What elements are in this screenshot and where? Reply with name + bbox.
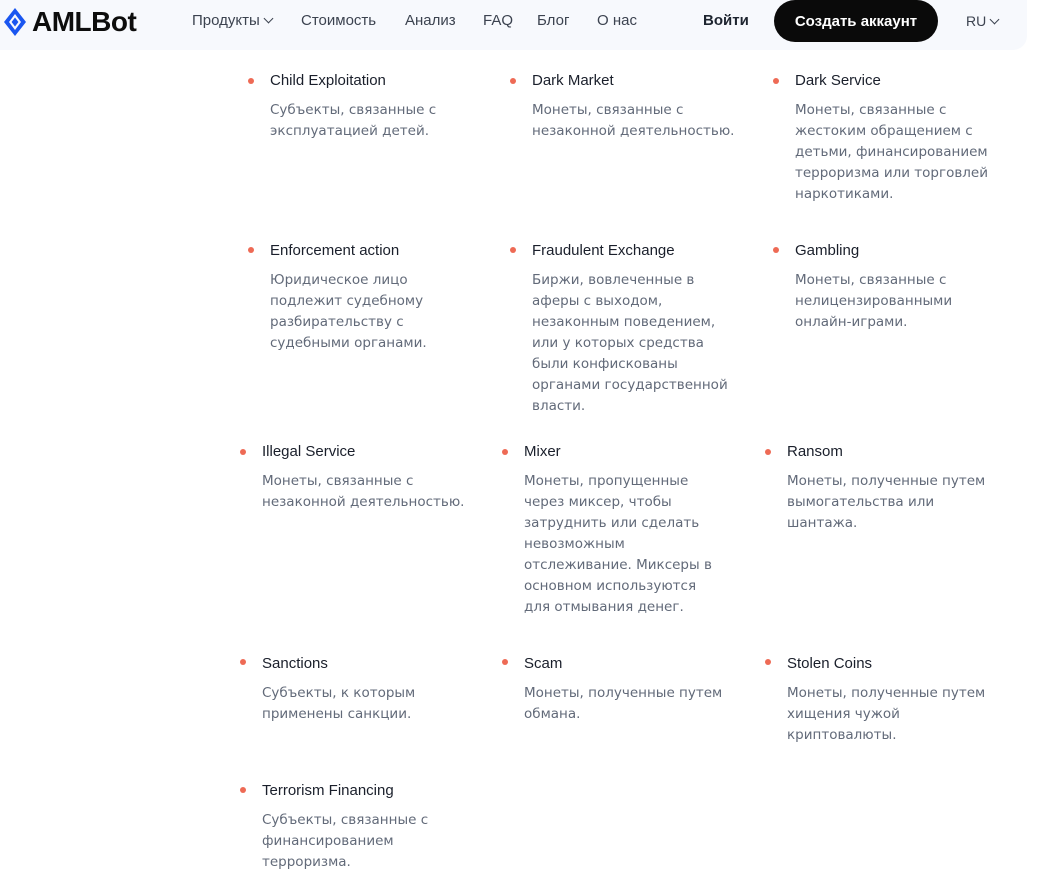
bullet-dot	[510, 78, 516, 84]
category-title: Mixer	[524, 443, 561, 460]
bullet-dot	[240, 449, 246, 455]
category-title: Scam	[524, 655, 563, 672]
language-selector[interactable]	[966, 12, 998, 30]
login-link[interactable]: Войти	[703, 12, 749, 29]
nav-products[interactable]	[192, 12, 272, 30]
logo-text: AMLBot	[32, 6, 137, 37]
nav-about[interactable]: О нас	[597, 12, 637, 29]
nav-analysis[interactable]: Анализ	[405, 12, 456, 29]
category-title: Gambling	[795, 242, 860, 259]
bullet-dot	[765, 659, 771, 665]
category-title: Illegal Service	[262, 443, 356, 460]
category-description: Юридическое лицо подлежит судебному разбирательству с судебными органами.	[270, 272, 427, 351]
bullet-dot	[240, 659, 246, 665]
category-title: Child Exploitation	[270, 72, 386, 89]
bullet-dot	[240, 787, 246, 793]
category-description: Субъекты, связанные с эксплуатацией детей.	[270, 102, 437, 139]
bullet-dot	[248, 78, 254, 84]
category-title: Ransom	[787, 443, 843, 460]
bullet-dot	[765, 449, 771, 455]
category-title: Stolen Coins	[787, 655, 873, 672]
category-title: Dark Market	[532, 72, 614, 89]
bullet-dot	[773, 78, 779, 84]
category-description: Субъекты, к которым применены санкции.	[262, 685, 416, 722]
chevron-down-icon	[990, 15, 1000, 25]
bullet-dot	[510, 247, 516, 253]
category-description: Монеты, полученные путем обмана.	[524, 685, 723, 722]
chevron-down-icon	[263, 14, 273, 24]
nav-products-label: Продукты	[192, 12, 260, 29]
language-label: RU	[966, 13, 987, 29]
bullet-dot	[248, 247, 254, 253]
category-title: Fraudulent Exchange	[532, 242, 675, 259]
create-account-button[interactable]: Создать аккаунт	[774, 0, 938, 42]
logo[interactable]	[3, 6, 136, 38]
category-description: Монеты, полученные путем вымогательства или шантажа.	[787, 473, 986, 531]
bullet-dot	[502, 659, 508, 665]
nav-faq[interactable]: FAQ	[483, 12, 514, 29]
bullet-dot	[773, 247, 779, 253]
nav-pricing[interactable]: Стоимость	[301, 12, 377, 29]
category-description: Монеты, пропущенные через миксер, чтобы затруднить или сделать невозможным отслеживание. Миксеры в основном используются для отмывания денег.	[524, 473, 712, 615]
category-description: Биржи, вовлеченные в аферы с выходом, незаконным поведением, или у которых средства были конфискованы органами государственной власти.	[532, 272, 728, 414]
nav-blog[interactable]: Блог	[537, 12, 570, 29]
category-description: Монеты, связанные с незаконной деятельностью.	[532, 102, 735, 139]
category-description: Монеты, связанные с нелицензированными онлайн-играми.	[795, 272, 953, 330]
category-description: Монеты, полученные путем хищения чужой криптовалюты.	[787, 685, 986, 743]
category-title: Enforcement action	[270, 242, 400, 259]
category-title: Terrorism Financing	[262, 782, 394, 799]
site-header	[0, 0, 1027, 50]
amlbot-logo-icon	[3, 7, 27, 37]
category-description: Субъекты, связанные с финансированием терроризма.	[262, 812, 429, 870]
category-description: Монеты, связанные с незаконной деятельностью.	[262, 473, 465, 510]
category-description: Монеты, связанные с жестоким обращением с детьми, финансированием терроризма или торговлей наркотиками.	[795, 102, 989, 202]
category-title: Dark Service	[795, 72, 881, 89]
bullet-dot	[502, 449, 508, 455]
category-title: Sanctions	[262, 655, 328, 672]
